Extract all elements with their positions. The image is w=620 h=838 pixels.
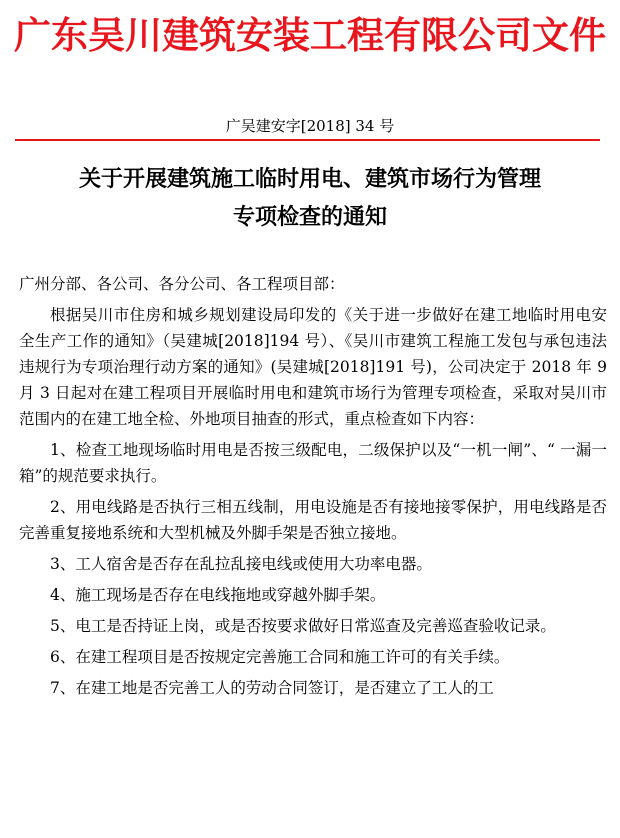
document-number: 广吴建安字[2018] 34 号	[225, 117, 395, 135]
notice-title-line-1: 关于开展建筑施工临时用电、建筑市场行为管理	[78, 166, 541, 192]
notice-title-line-2: 专项检查的通知	[232, 204, 387, 230]
check-item-7: 7、在建工地是否完善工人的劳动合同签订，是否建立了工人的工	[50, 679, 494, 697]
check-item-6: 6、在建工程项目是否按规定完善施工合同和施工许可的有关手续。	[50, 648, 510, 666]
check-item-2: 2、用电线路是否执行三相五线制，用电设施是否有接地接零保护，用电线路是否完善重复接地系统和大型机械及外脚手架是否独立接地。	[19, 498, 607, 542]
notice-body	[19, 271, 607, 706]
notice-title	[0, 160, 620, 236]
red-divider-line	[15, 139, 600, 141]
salutation: 广州分部、各公司、各分公司、各工程项目部：	[19, 275, 345, 293]
check-item-1: 1、检查工地现场临时用电是否按三级配电，二级保护以及“一机一闸”、“ 一漏一箱”的规范要求执行。	[19, 441, 607, 485]
check-item-4: 4、施工现场是否存在电线拖地或穿越外脚手架。	[50, 586, 386, 604]
check-item-3: 3、工人宿舍是否存在乱拉乱接电线或使用大功率电器。	[50, 555, 432, 573]
intro-paragraph: 根据吴川市住房和城乡规划建设局印发的《关于进一步做好在建工地临时用电安全生产工作的通知》（吴建城[2018]194 号）、《吴川市建筑工程施工发包与承包违法违规行为专项治理行动方案的通知》(吴建城[2018]191 号)，公司决定于 2018 年 9 月 3 日起对在建工程项目开展临时用电和建筑市场行为管理专项检查，采取对吴川市范围内的在建工地全检、外地项目抽查的形式，重点检查如下内容：	[19, 306, 607, 428]
check-item-5: 5、电工是否持证上岗，或是否按要求做好日常巡查及完善巡查验收记录。	[50, 617, 556, 635]
org-header-title: 广东吴川建筑安装工程有限公司文件	[14, 13, 606, 57]
